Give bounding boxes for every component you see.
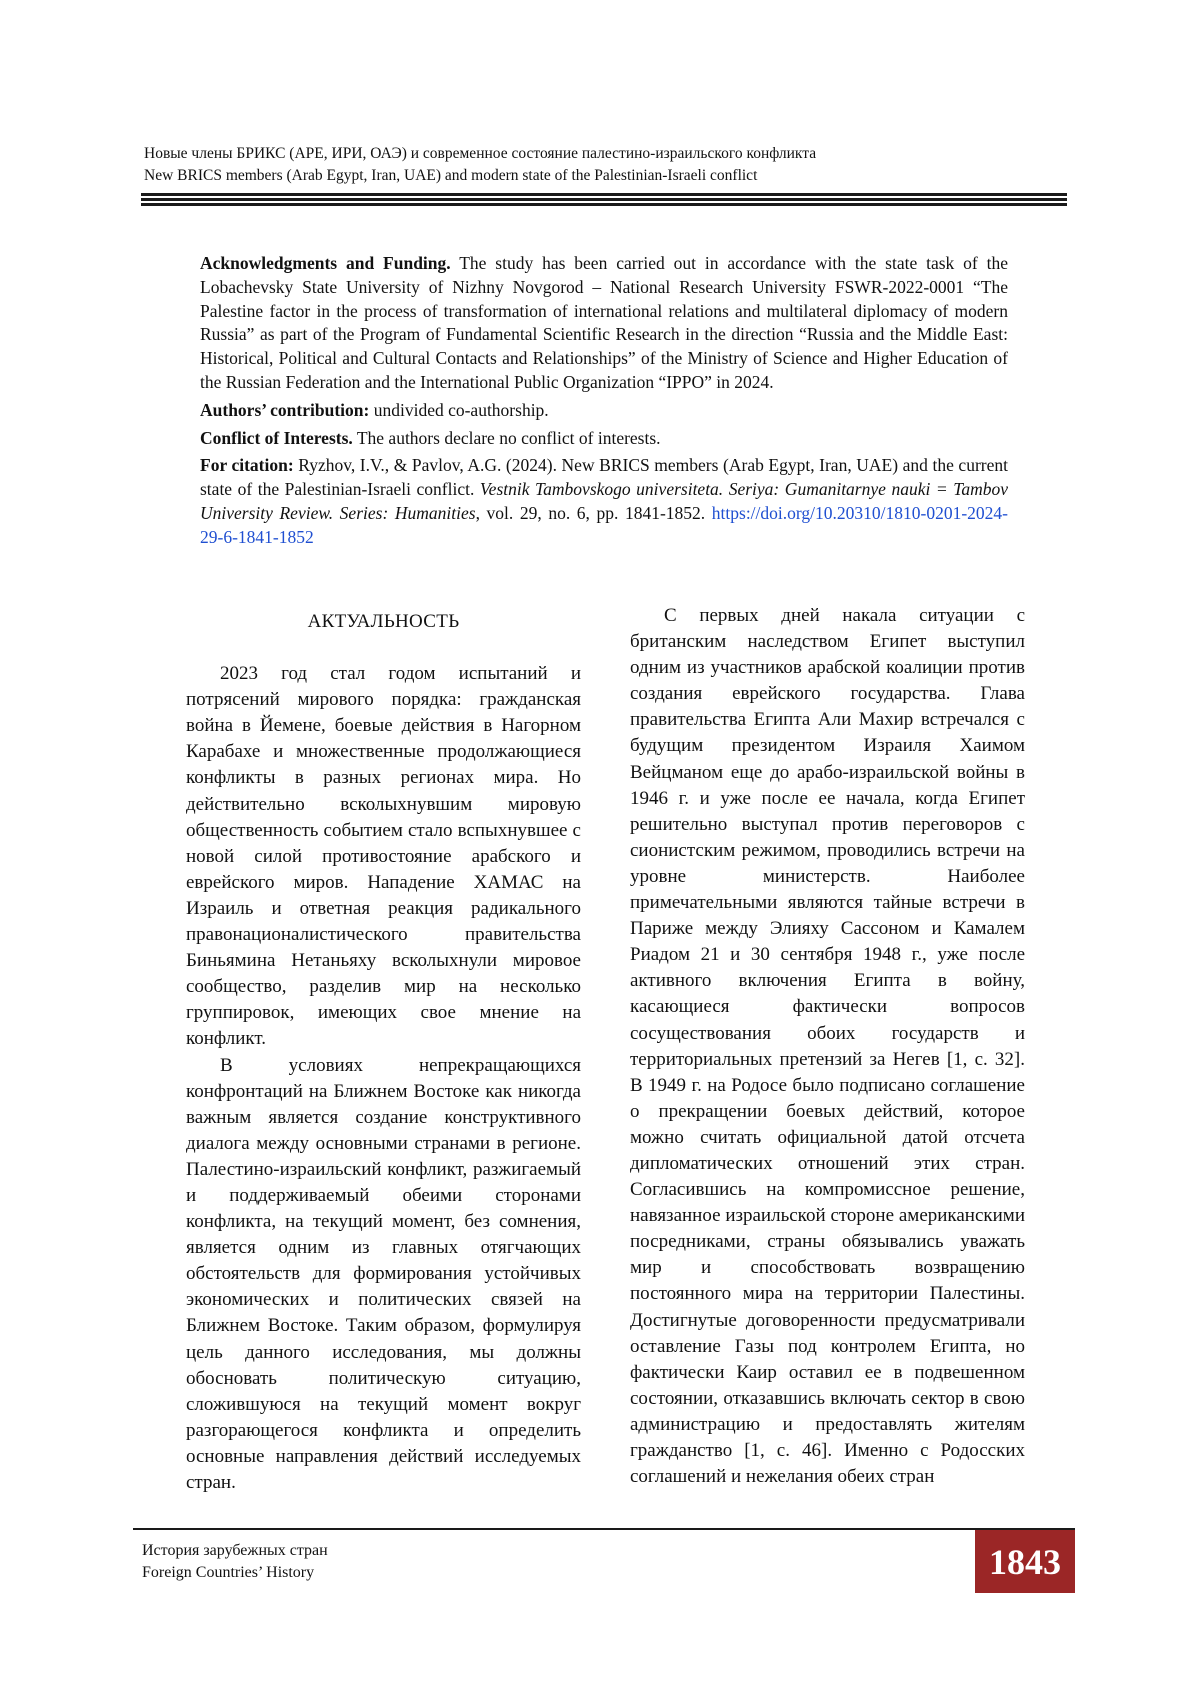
section-heading: АКТУАЛЬНОСТЬ — [307, 611, 460, 632]
running-head-ru: Новые члены БРИКС (АРЕ, ИРИ, ОАЭ) и современное состояние палестино-израильского конфликта — [144, 145, 817, 162]
running-head-en: New BRICS members (Arab Egypt, Iran, UAE) and modern state of the Palestinian-Israeli conflict — [144, 167, 758, 184]
footer-ru: История зарубежных стран — [142, 1542, 328, 1559]
conflict-label: Conflict of Interests. — [200, 427, 353, 448]
conflict-paragraph — [200, 427, 1008, 451]
left-column — [186, 603, 581, 1496]
contribution-paragraph — [200, 399, 1008, 423]
citation-text: Ryzhov, I.V., & Pavlov, A.G. (2024). New BRICS members (Arab Egypt, Iran, UAE) and the current state of the Palestinian-Israeli conflict. — [200, 455, 1008, 500]
acknowledgments-text: The study has been carried out in accordance with the state task of the Lobachevsky State University of Nizhny Novgorod – National Research University FSWR-2022-0001 “The Palestine factor in the process of transformation of international relations and multilateral diplomacy of modern Russia” as part of the Program of Fundamental Scientific Research in the direction “Russia and the Middle East: Historical, Political and Cultural Contacts and Relationships” of the Ministry of Science and Higher Education of the Russian Federation and the International Public Organization “IPPO” in 2024. — [200, 253, 1008, 392]
acknowledgments-label: Acknowledgments and Funding. — [200, 253, 451, 273]
conflict-text: The authors declare no conflict of interests. — [352, 427, 661, 448]
acknowledgments-paragraph — [200, 252, 1008, 395]
citation-journal: Vestnik Tambovskogo universiteta. Seriya: Gumanitarnye nauki = Tambov University Review. Series: Humanities — [200, 479, 1008, 523]
header-rule — [141, 193, 1067, 196]
citation-pages: , vol. 29, no. 6, pp. 1841-1852. — [475, 502, 712, 523]
header-rules — [141, 193, 1067, 208]
footer-section-title — [142, 1540, 328, 1584]
doi-link[interactable]: https://doi.org/10.20310/1810-0201-2024-29-6-1841-1852 — [200, 502, 1008, 547]
front-matter — [200, 252, 1008, 554]
contribution-text: undivided co-authorship. — [369, 399, 549, 420]
body-paragraph: 2023 год стал годом испытаний и потрясений мирового порядка: гражданская война в Йемене, боевые действия в Нагорном Карабахе и множественные продолжающиеся конфликты в разных регионах мира. Но действительно всколыхнувшим мировую общественность событием стало вспыхнувшее с новой силой противостояние арабского и еврейского миров. Нападение ХАМАС на Израиль и ответная реакция радикального правонационалистического правительства Биньямина Нетаньяху всколыхнули мировое сообщество, разделив мир на несколько группировок, имеющих свое мнение на конфликт. — [186, 663, 581, 1050]
page-number: 1843 — [989, 1541, 1061, 1582]
footer-rule — [133, 1528, 1075, 1530]
header-rule — [141, 203, 1067, 206]
header-rule — [141, 198, 1067, 201]
footer-en: Foreign Countries’ History — [142, 1564, 315, 1581]
citation-paragraph — [200, 454, 1008, 549]
running-head — [144, 143, 1069, 187]
right-column — [630, 603, 1025, 1490]
body-paragraph: В условиях непрекращающихся конфронтаций на Ближнем Востоке как никогда важным является создание конструктивного диалога между основными странами в регионе. Палестино-израильский конфликт, разжигаемый и поддерживаемый обеими сторонами конфликта, на текущий момент, без сомнения, является одним из главных отягчающих обстоятельств для формирования устойчивых экономических и политических связей на Ближнем Востоке. Таким образом, формулируя цель данного исследования, мы должны обосновать политическую ситуацию, сложившуюся на текущий момент вокруг разгорающегося конфликта и определить основные направления действий исследуемых стран. — [186, 1054, 581, 1493]
citation-label: For citation: — [200, 455, 294, 476]
page-number-box — [975, 1530, 1075, 1593]
contribution-label: Authors’ contribution: — [200, 399, 370, 420]
body-paragraph: С первых дней накала ситуации с британским наследством Египет выступил одним из участников арабской коалиции против создания еврейского государства. Глава правительства Египта Али Махир встречался с будущим президентом Израиля Хаимом Вейцманом еще до арабо-израильской войны в 1946 г. и уже после ее начала, когда Египет решительно выступал против переговоров с сионистским режимом, проводились встречи на уровне министерств. Наиболее примечательными являются тайные встречи в Париже между Элияху Сассоном и Камалем Риадом 21 и 30 сентября 1948 г., уже после активного включения Египта в войну, касающиеся фактически вопросов сосуществования обоих государств и территориальных претензий за Негев [1, с. 32]. В 1949 г. на Родосе было подписано соглашение о прекращении боевых действий, которое можно считать официальной датой отсчета дипломатических отношений этих стран. Согласившись на компромиссное решение, навязанное израильской стороне американскими посредниками, страны обязывались уважать мир и способствовать возвращению постоянного мира на территории Палестины. Достигнутые договоренности предусматривали оставление Газы под контролем Египта, но фактически Каир оставил ее в подвешенном состоянии, отказавшись включать сектор в свою администрацию и предоставлять жителям гражданство [1, с. 46]. Именно с Родосских соглашений и нежелания обеих стран — [630, 605, 1025, 1488]
